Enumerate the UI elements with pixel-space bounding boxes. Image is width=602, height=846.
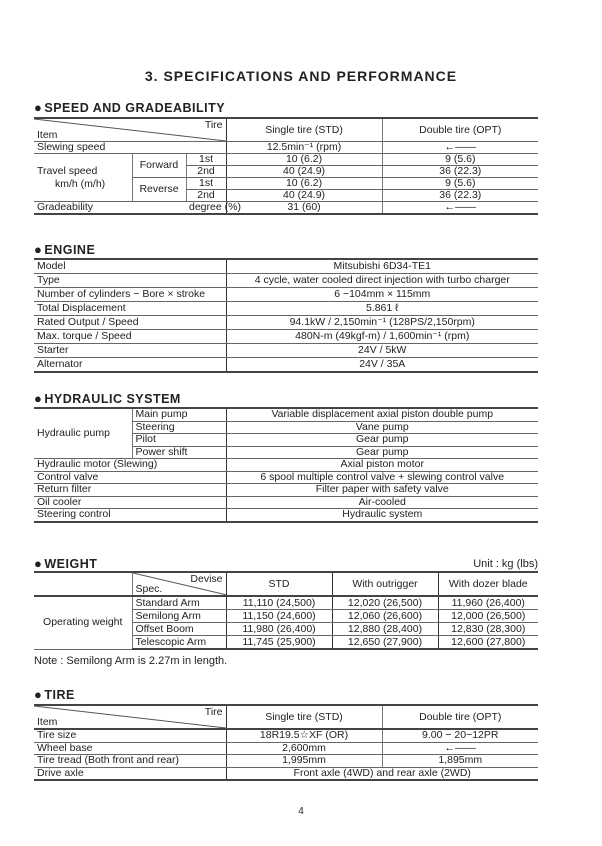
row-label: Drive axle (34, 767, 226, 780)
bullet-icon: ● (34, 100, 43, 115)
row-label: Alternator (34, 358, 226, 373)
table-row (34, 330, 538, 344)
cell: 11,745 (25,900) (226, 636, 332, 650)
table-row (34, 202, 538, 215)
table-row (34, 484, 538, 497)
table-row (34, 316, 538, 330)
cell: 12,020 (26,500) (332, 596, 438, 610)
row-label: Operating weight (34, 596, 132, 649)
cell: 12,600 (27,800) (438, 636, 538, 650)
cell: 1,895mm (382, 755, 538, 768)
row-label: Slewing speed (34, 142, 226, 154)
table-row (34, 509, 538, 522)
heading-text: ENGINE (44, 243, 96, 257)
hydraulic-table (34, 407, 538, 523)
cell: 18R19.5☆XF (OR) (226, 729, 382, 742)
col-header: STD (226, 572, 332, 596)
blank (34, 572, 132, 596)
table-row (34, 767, 538, 780)
table-row (34, 408, 538, 421)
col-header: Double tire (OPT) (382, 705, 538, 729)
travel-label: Travel speed (37, 164, 98, 177)
row-label: Steering control (34, 509, 226, 522)
row-label: Model (34, 259, 226, 274)
speed-table (34, 117, 538, 215)
table-row (34, 496, 538, 509)
col-header: Single tire (STD) (226, 118, 382, 142)
row-label: Number of cylinders − Bore × stroke (34, 288, 226, 302)
cell: Hydraulic system (226, 509, 538, 522)
sub-label: Main pump (132, 408, 226, 421)
travel-unit: km/h (m/h) (55, 177, 106, 190)
weight-note: Note : Semilong Arm is 2.27m in length. (34, 655, 228, 667)
table-row (34, 729, 538, 742)
table-row (34, 596, 538, 610)
corner-bottom: Spec. (135, 583, 163, 595)
heading-text: WEIGHT (44, 557, 98, 571)
corner-header (34, 705, 226, 729)
cell: Mitsubishi 6D34-TE1 (226, 259, 538, 274)
cell: 94.1kW / 2,150min⁻¹ (128PS/2,150rpm) (226, 316, 538, 330)
cell: 11,150 (24,600) (226, 610, 332, 623)
corner-top: Devise (190, 573, 223, 585)
cell: 36 (22.3) (382, 190, 538, 202)
cell: 2,600mm (226, 742, 382, 755)
corner-header (34, 118, 226, 142)
row-label: Max. torque / Speed (34, 330, 226, 344)
cell: 10 (6.2) (226, 154, 382, 166)
row-label (34, 154, 132, 202)
corner-header (132, 572, 226, 596)
cell: degree (%) (186, 202, 226, 215)
col-header: With outrigger (332, 572, 438, 596)
heading-text: TIRE (44, 688, 75, 702)
sub-label: Pilot (132, 434, 226, 447)
heading-text: SPEED AND GRADEABILITY (44, 101, 226, 115)
cell: 40 (24.9) (226, 166, 382, 178)
cell: Gear pump (226, 446, 538, 459)
bullet-icon: ● (34, 687, 43, 702)
table-row (34, 742, 538, 755)
cell: 9.00 − 20−12PR (382, 729, 538, 742)
bullet-icon: ● (34, 556, 43, 571)
cell: Vane pump (226, 421, 538, 434)
cell: 6 spool multiple control valve + slewing control valve (226, 471, 538, 484)
sub-label: Steering (132, 421, 226, 434)
cell: ←―― (382, 742, 538, 755)
cell: 11,110 (24,500) (226, 596, 332, 610)
row-label: Gradeability (34, 202, 186, 215)
cell: 9 (5.6) (382, 154, 538, 166)
section-heading-hydraulic (34, 391, 181, 406)
cell: 24V / 35A (226, 358, 538, 373)
cell: 4 cycle, water cooled direct injection with turbo charger (226, 274, 538, 288)
table-row (34, 344, 538, 358)
col-header: With dozer blade (438, 572, 538, 596)
cell: 12,650 (27,900) (332, 636, 438, 650)
cell: 6 −104mm × 115mm (226, 288, 538, 302)
table-row (34, 358, 538, 373)
sub-label: Semilong Arm (132, 610, 226, 623)
bullet-icon: ● (34, 242, 43, 257)
cell: 1,995mm (226, 755, 382, 768)
row-label: Hydraulic pump (34, 408, 132, 459)
row-label: Tire size (34, 729, 226, 742)
cell: 24V / 5kW (226, 344, 538, 358)
table-row (34, 142, 538, 154)
page-title: 3. SPECIFICATIONS AND PERFORMANCE (144, 68, 458, 84)
cell: 12,830 (28,300) (438, 623, 538, 636)
sub-label: Power shift (132, 446, 226, 459)
page-number: 4 (298, 806, 304, 817)
cell: 12,880 (28,400) (332, 623, 438, 636)
table-row (34, 459, 538, 472)
table-row (34, 755, 538, 768)
row-label: Type (34, 274, 226, 288)
table-row (34, 154, 538, 166)
cell: 11,980 (26,400) (226, 623, 332, 636)
cell: 12.5min⁻¹ (rpm) (226, 142, 382, 154)
row-label: Return filter (34, 484, 226, 497)
cell: 5.861 ℓ (226, 302, 538, 316)
cell: 10 (6.2) (226, 178, 382, 190)
corner-top: Tire (204, 119, 223, 131)
cell: 9 (5.6) (382, 178, 538, 190)
cell: Variable displacement axial piston double pump (226, 408, 538, 421)
forward-label: Forward (132, 154, 186, 178)
section-heading-tire (34, 687, 75, 702)
cell: 11,960 (26,400) (438, 596, 538, 610)
table-row (34, 274, 538, 288)
cell: Gear pump (226, 434, 538, 447)
bullet-icon: ● (34, 391, 43, 406)
row-label: Control valve (34, 471, 226, 484)
cell: ←―― (382, 142, 538, 154)
table-row (34, 302, 538, 316)
cell: Air-cooled (226, 496, 538, 509)
corner-top: Tire (204, 706, 223, 718)
cell: 1st (186, 154, 226, 166)
row-label: Starter (34, 344, 226, 358)
row-label: Oil cooler (34, 496, 226, 509)
cell: Filter paper with safety valve (226, 484, 538, 497)
sub-label: Offset Boom (132, 623, 226, 636)
section-heading-weight (34, 556, 97, 571)
row-label: Hydraulic motor (Slewing) (34, 459, 226, 472)
section-heading-engine (34, 242, 95, 257)
cell: 1st (186, 178, 226, 190)
heading-text: HYDRAULIC SYSTEM (44, 392, 181, 406)
cell: Front axle (4WD) and rear axle (2WD) (226, 767, 538, 780)
cell: 36 (22.3) (382, 166, 538, 178)
cell: 2nd (186, 166, 226, 178)
row-label: Total Displacement (34, 302, 226, 316)
cell: 12,000 (26,500) (438, 610, 538, 623)
weight-table (34, 571, 538, 650)
col-header: Single tire (STD) (226, 705, 382, 729)
engine-table (34, 258, 538, 373)
corner-bottom: Item (37, 716, 58, 728)
cell: 31 (60) (226, 202, 382, 215)
reverse-label: Reverse (132, 178, 186, 202)
corner-bottom: Item (37, 129, 58, 141)
row-label: Rated Output / Speed (34, 316, 226, 330)
row-label: Tire tread (Both front and rear) (34, 755, 226, 768)
table-row (34, 471, 538, 484)
table-row (34, 259, 538, 274)
col-header: Double tire (OPT) (382, 118, 538, 142)
cell: 12,060 (26,600) (332, 610, 438, 623)
cell: 480N-m (49kgf-m) / 1,600min⁻¹ (rpm) (226, 330, 538, 344)
row-label: Wheel base (34, 742, 226, 755)
sub-label: Telescopic Arm (132, 636, 226, 650)
cell: Axial piston motor (226, 459, 538, 472)
table-row (34, 288, 538, 302)
section-heading-speed (34, 100, 225, 115)
cell: 2nd (186, 190, 226, 202)
cell: ←―― (382, 202, 538, 215)
tire-table (34, 704, 538, 781)
cell: 40 (24.9) (226, 190, 382, 202)
unit-label: Unit : kg (lbs) (473, 558, 538, 570)
sub-label: Standard Arm (132, 596, 226, 610)
